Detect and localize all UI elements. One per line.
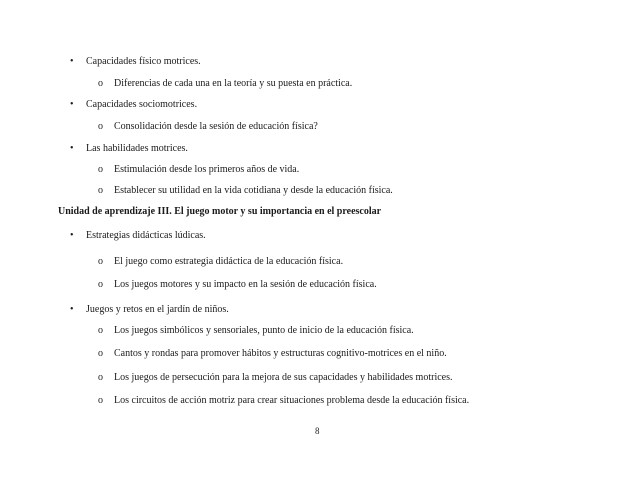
sub-list-item: El juego como estrategia didáctica de la educación física. [114,256,344,267]
bullet-marker: • [70,143,74,154]
sub-list-item: Los juegos de persecución para la mejora de sus capacidades y habilidades motrices. [114,372,453,383]
sub-bullet-marker: o [98,185,103,196]
list-item: Capacidades sociomotrices. [86,99,198,110]
sub-bullet-marker: o [98,164,103,175]
bullet-marker: • [70,99,74,110]
sub-list-item: Estimulación desde los primeros años de vida. [114,164,300,175]
list-item: Capacidades físico motrices. [86,56,201,67]
sub-bullet-marker: o [98,279,103,290]
section-heading: Unidad de aprendizaje III. El juego motor y su importancia en el preescolar [58,206,382,217]
sub-bullet-marker: o [98,395,103,406]
sub-list-item: Establecer su utilidad en la vida cotidiana y desde la educación física. [114,185,393,196]
list-item: Las habilidades motrices. [86,143,188,154]
list-item: Estrategias didácticas lúdicas. [86,230,206,241]
list-item: Juegos y retos en el jardín de niños. [86,304,229,315]
sub-list-item: Diferencias de cada una en la teoría y su puesta en práctica. [114,78,353,89]
page-number: 8 [315,426,320,436]
sub-bullet-marker: o [98,256,103,267]
bullet-marker: • [70,304,74,315]
sub-list-item: Los circuitos de acción motriz para crear situaciones problema desde la educación física. [114,395,470,406]
sub-bullet-marker: o [98,348,103,359]
sub-bullet-marker: o [98,372,103,383]
bullet-marker: • [70,230,74,241]
sub-list-item: Consolidación desde la sesión de educación física? [114,121,318,132]
bullet-marker: • [70,56,74,67]
sub-list-item: Cantos y rondas para promover hábitos y estructuras cognitivo-motrices en el niño. [114,348,447,359]
sub-bullet-marker: o [98,121,103,132]
sub-list-item: Los juegos simbólicos y sensoriales, punto de inicio de la educación física. [114,325,414,336]
sub-list-item: Los juegos motores y su impacto en la sesión de educación física. [114,279,377,290]
sub-bullet-marker: o [98,78,103,89]
sub-bullet-marker: o [98,325,103,336]
